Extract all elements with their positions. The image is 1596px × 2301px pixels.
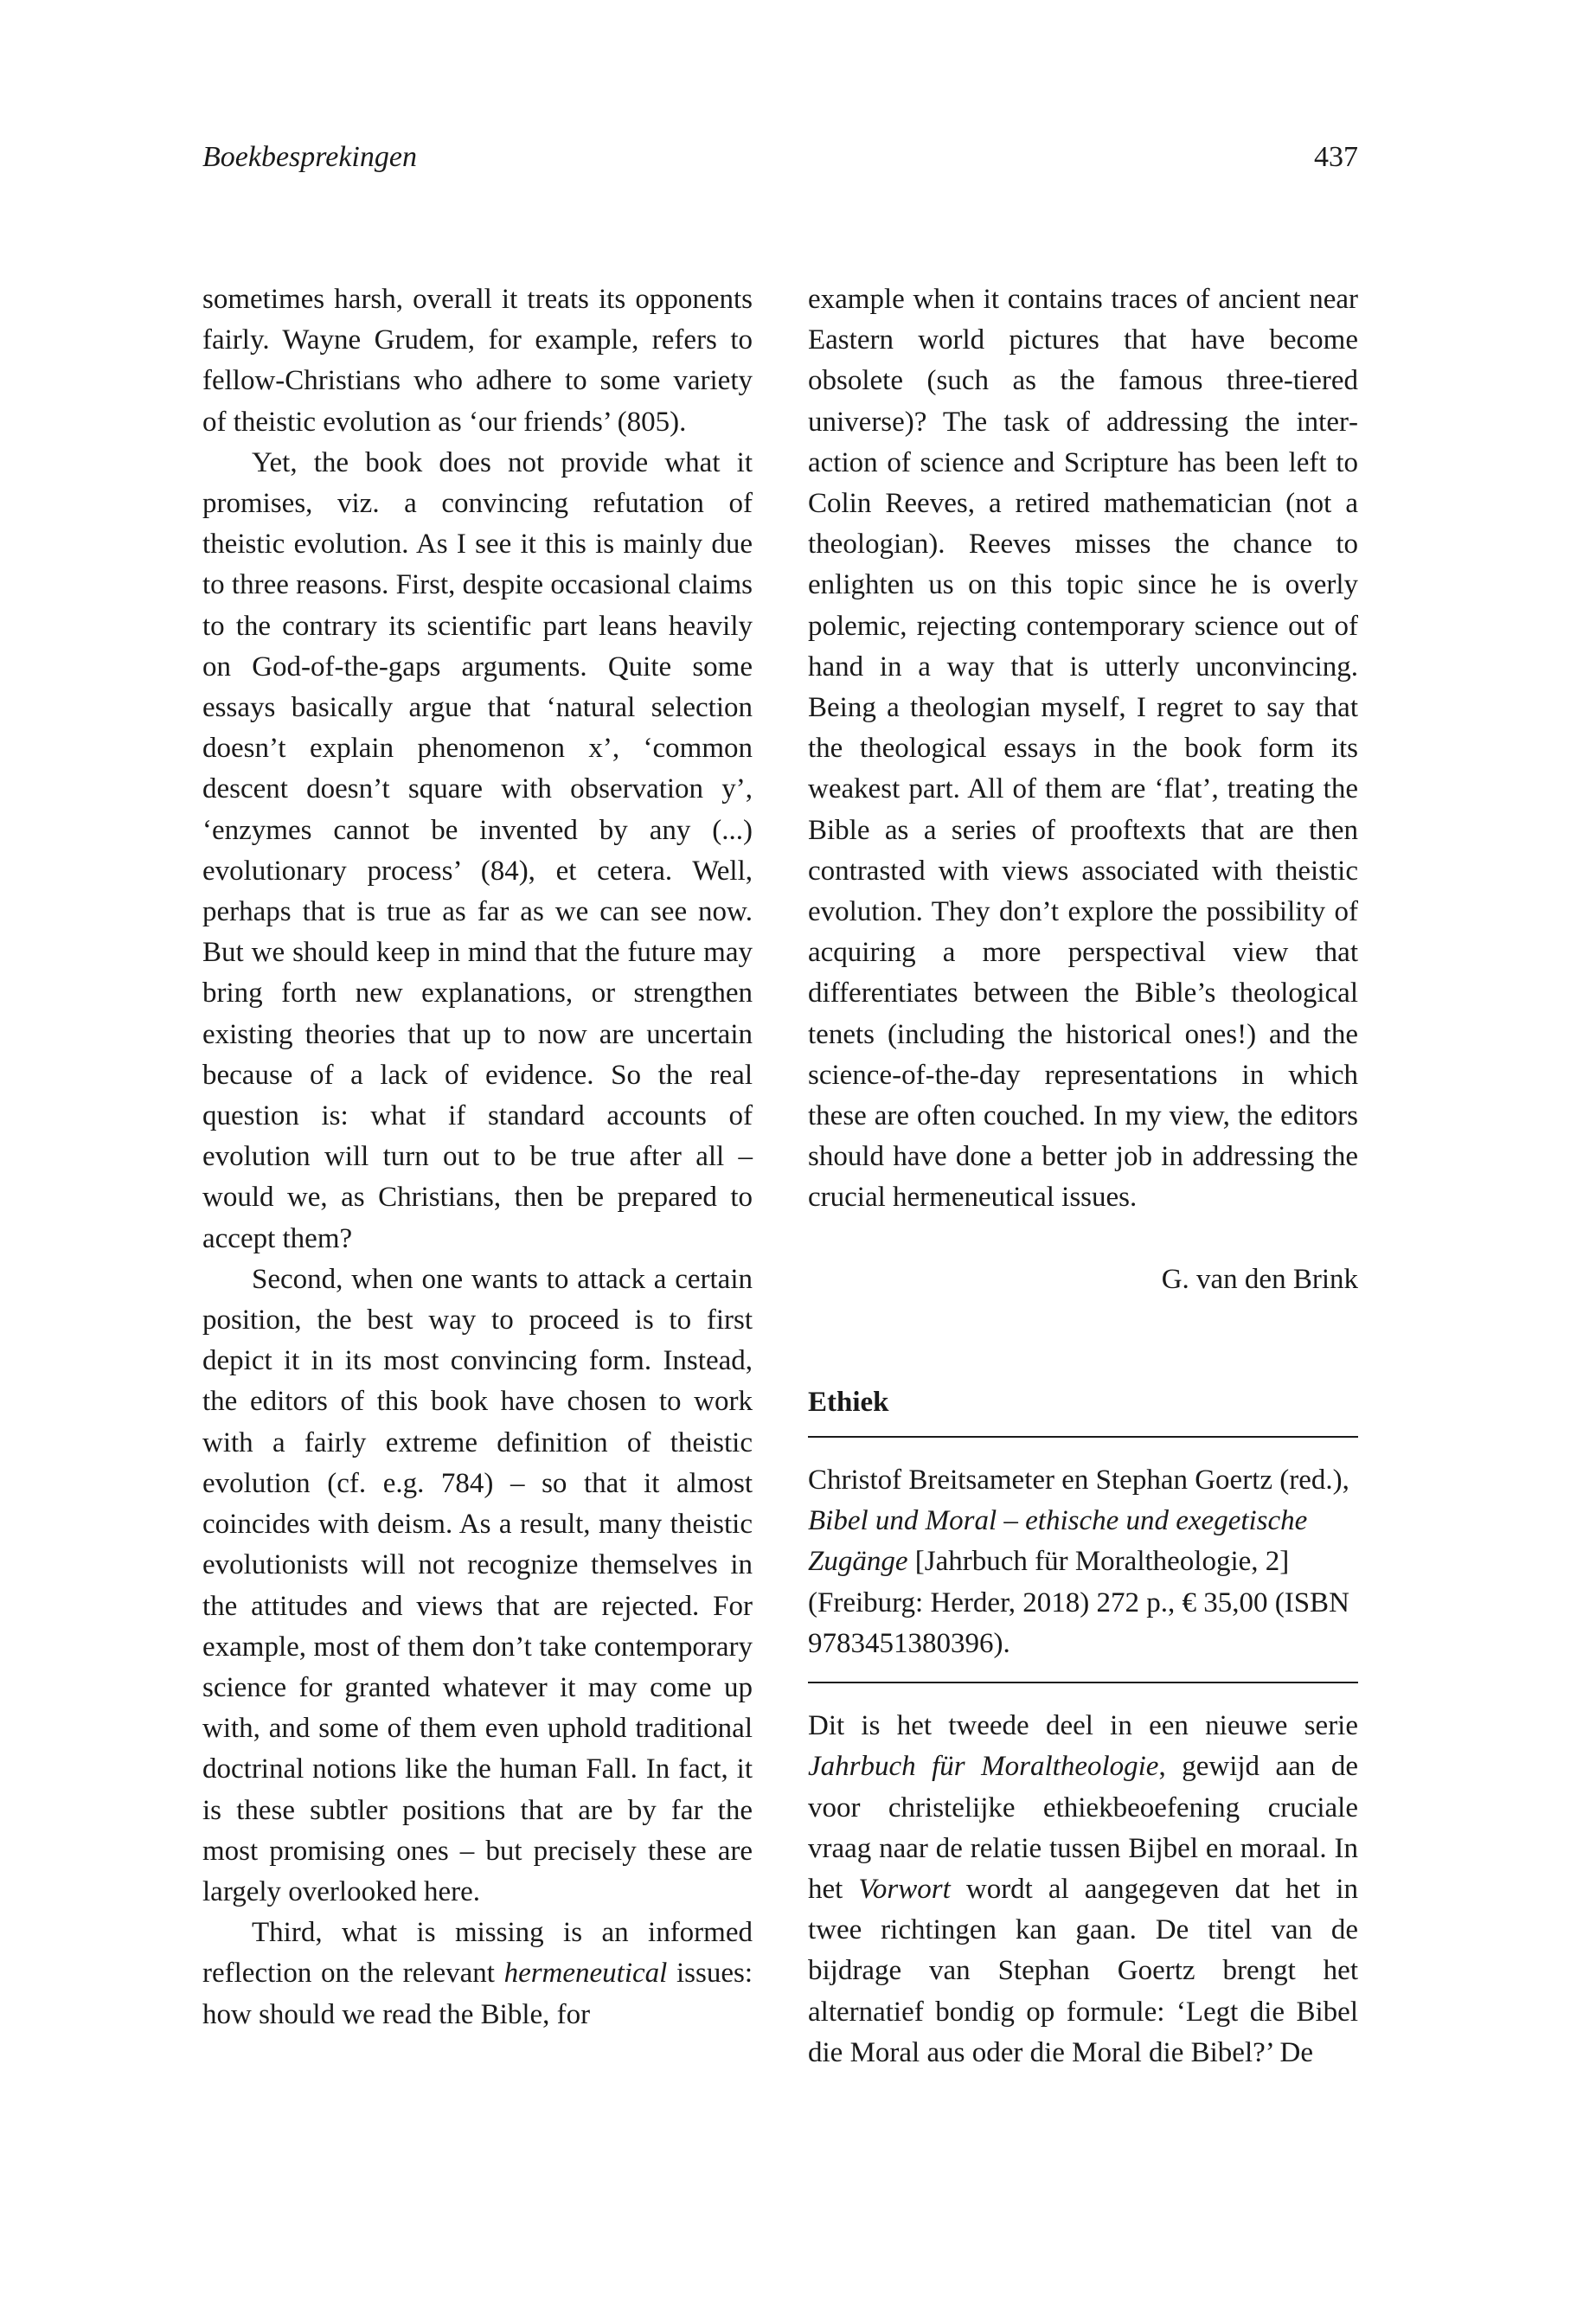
text-run: Third, what is missing is an informed reflection on the relevant [202, 1917, 753, 1990]
emphasis-hermeneutical: hermeneutical [503, 1958, 668, 1990]
bib-title: Bibel und Moral – ethische und exegetische Zugänge [808, 1505, 1308, 1578]
text-run: wordt al aangegeven dat het in twee richtingen kan gaan. De titel van de bijdrage van Stephan Goertz brengt het alternatief bondig op formule: ‘Legt die Bibel die Moral aus oder die Moral die Bibel?’ De [808, 1873, 1359, 2068]
running-head [202, 138, 1358, 176]
series-title: Jahrbuch für Moraltheologie [808, 1751, 1159, 1783]
vorwort-term: Vorwort [858, 1873, 951, 1905]
section-heading: Ethiek [808, 1382, 1358, 1438]
bib-authors: Christof Breitsameter en Stephan Goertz (red.), [808, 1465, 1349, 1497]
review-paragraph [808, 1706, 1358, 2073]
running-head-title: Boekbesprekingen [202, 141, 417, 173]
bib-details: [Jahrbuch für Moraltheologie, 2] (Freiburg: Herder, 2018) 272 p., € 35,00 (ISBN 9783451380396). [808, 1546, 1349, 1659]
text-run: Dit is het tweede deel in een nieuwe serie [808, 1710, 1358, 1742]
left-column [202, 279, 753, 2035]
paragraph-second-reason: Second, when one wants to attack a certain position, the best way to proceed is to first depict it in its most convincing form. Instead, the editors of this book have chosen to work with a fairly extreme definition of theistic evolution (cf. e.g. 784) – so that it almost coincides with deism. As a result, many theistic evolutionists will not recognize themselves in the attitudes and views that are rejected. For example, most of them don’t take contemporary science for granted whatever it may come up with, and some of them even uphold traditional doctrinal notions like the human Fall. In fact, it is these subtler positions that are by far the most promising ones – but precisely these are largely overlooked here. [202, 1263, 753, 1907]
page-number: 437 [1314, 141, 1358, 173]
paragraph-third-reason [202, 1913, 753, 2035]
text-run: issues: how should we read the Bible, for [202, 1958, 753, 2030]
bibliographic-entry [808, 1460, 1358, 1683]
text-run: , gewijd aan de voor christelijke ethiekbeoefening cruciale vraag naar de relatie tussen Bijbel en moraal. In het [808, 1751, 1358, 1905]
paragraph-continued: sometimes harsh, overall it treats its opponents fairly. Wayne Grudem, for example, refers to fellow-Christians who adhere to some variety of theistic evolution as ‘our friends’ (805). [202, 284, 753, 438]
paragraph-reasons: Yet, the book does not provide what it promises, viz. a convincing refutation of theistic evolution. As I see it this is mainly due to three reasons. First, despite occasional claims to the contrary its scientific part leans heavily on God-of-the-gaps arguments. Quite some essays basically argue that ‘natural selection doesn’t explain phenomenon x’, ‘common descent doesn’t square with observation y’, ‘enzymes cannot be invented by any (...) evolutionary process’ (84), et cetera. Well, perhaps that is true as far as we can see now. But we should keep in mind that the future may bring forth new explanations, or strengthen existing theories that up to now are uncertain because of a lack of evidence. So the real question is: what if standard accounts of evolution will turn out to be true after all – would we, as Christians, then be prepared to accept them? [202, 446, 753, 1254]
reviewer-signature: G. van den Brink [1161, 1263, 1358, 1295]
right-column [808, 279, 1358, 2073]
paragraph-continued: example when it contains traces of ancient near Eastern world pictures that have become obsolete (such as the famous three-tiered universe)? The task of addressing the interaction of science and Scripture has been left to Colin Reeves, a retired mathematician (not a theologian). Reeves misses the chance to enlighten us on this topic since he is overly polemic, rejecting contemporary science out of hand in a way that is utterly unconvincing. Being a theologian myself, I regret to say that the theological essays in the book form its weakest part. All of them are ‘flat’, treating the Bible as a series of prooftexts that are then contrasted with views associated with theistic evolution. They don’t explore the possibility of acquiring a more perspectival view that differentiates between the Bible’s theological tenets (including the historical ones!) and the science-of-the-day representations in which these are often couched. In my view, the editors should have done a better job in addressing the crucial hermeneutical issues. [808, 284, 1358, 1214]
